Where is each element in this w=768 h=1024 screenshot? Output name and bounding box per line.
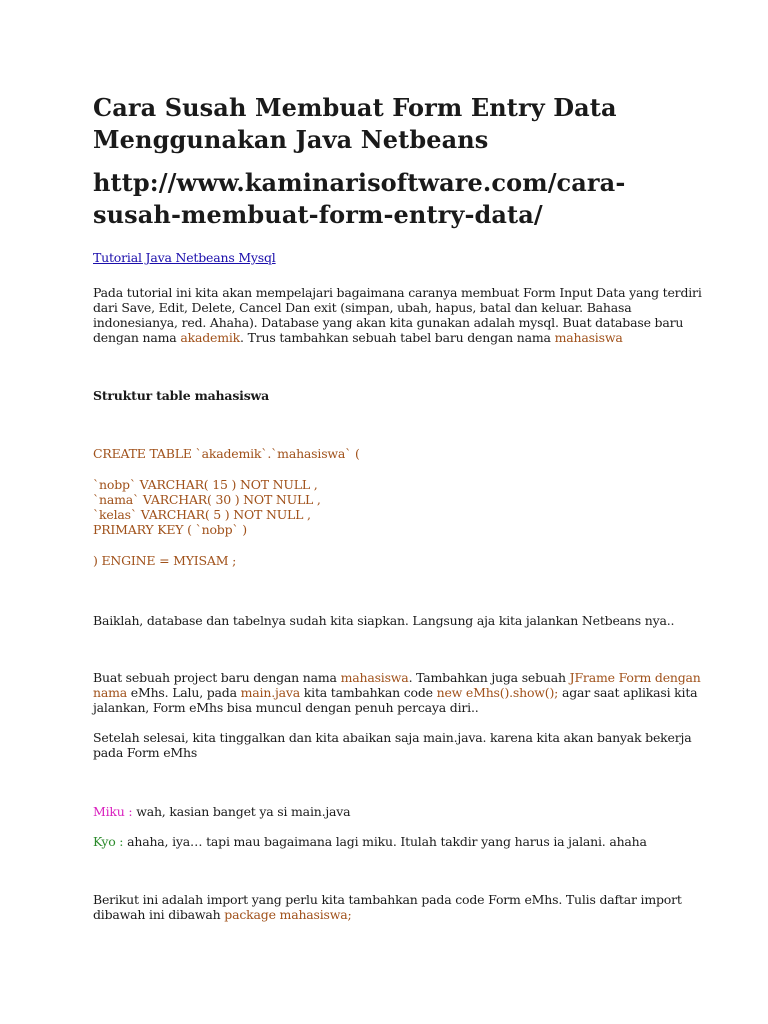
package-name: package mahasiswa; (224, 907, 352, 922)
sql-line: ) ENGINE = MYISAM ; (93, 553, 237, 568)
source-url: http://www.kaminarisoftware.com/cara-susah-membuat-form-entry-data/ (93, 168, 626, 229)
dialog-miku (93, 804, 713, 819)
speaker-kyo: Kyo : (93, 834, 124, 849)
sql-line: CREATE TABLE `akademik`.`mahasiswa` ( (93, 446, 360, 461)
sql-code-block (93, 446, 713, 568)
speaker-miku: Miku : (93, 804, 133, 819)
tutorial-link[interactable]: Tutorial Java Netbeans Mysql (93, 250, 276, 265)
project-text: agar saat aplikasi kita jalankan, Form eMhs bisa muncul dengan penuh percaya diri.. (93, 685, 698, 715)
document-page (93, 92, 713, 922)
dialog-text: ahaha, iya… tapi mau bagaimana lagi miku. Itulah takdir yang harus ia jalani. ahaha (123, 834, 647, 849)
baiklah-paragraph: Baiklah, database dan tabelnya sudah kita siapkan. Langsung aja kita jalankan Netbeans nya.. (93, 613, 675, 628)
project-paragraph (93, 670, 713, 715)
section-heading: Struktur table mahasiswa (93, 388, 269, 403)
project-text: Buat sebuah project baru dengan nama (93, 670, 341, 685)
sql-line: `nama` VARCHAR( 30 ) NOT NULL , (93, 492, 321, 507)
main-java-text: main.java (240, 685, 301, 700)
sql-line: `nobp` VARCHAR( 15 ) NOT NULL , (93, 477, 318, 492)
sql-line: `kelas` VARCHAR( 5 ) NOT NULL , (93, 507, 311, 522)
intro-text-2: . Trus tambahkan sebuah tabel baru dengan nama (240, 330, 555, 345)
project-name: mahasiswa (340, 670, 409, 685)
document-title: Cara Susah Membuat Form Entry Data Menggunakan Java Netbeans (93, 93, 617, 154)
project-text: eMhs. Lalu, pada (127, 685, 241, 700)
sql-line: PRIMARY KEY ( `nobp` ) (93, 522, 247, 537)
table-name: mahasiswa (554, 330, 623, 345)
tutorial-link-paragraph (93, 250, 713, 265)
setelah-paragraph: Setelah selesai, kita tinggalkan dan kita abaikan saja main.java. karena kita akan banyak bekerja pada Form eMhs (93, 730, 692, 760)
db-name: akademik (180, 330, 241, 345)
jframe-form-text: JFrame Form dengan nama (93, 670, 701, 700)
dialog-kyo (93, 834, 713, 849)
project-text: . Tambahkan juga sebuah (408, 670, 570, 685)
import-paragraph (93, 892, 713, 922)
intro-paragraph (93, 285, 713, 345)
intro-text: Pada tutorial ini kita akan mempelajari bagaimana caranya membuat Form Input Data yang terdiri dari Save, Edit, Delete, Cancel Dan exit (simpan, ubah, hapus, batal dan keluar. Bahasa indonesianya, red. Ahaha). Database yang akan kita gunakan adalah mysql. Buat database baru dengan nama (93, 285, 702, 345)
project-text: kita tambahkan code (300, 685, 437, 700)
code-snippet: new eMhs().show(); (436, 685, 559, 700)
import-text: Berikut ini adalah import yang perlu kita tambahkan pada code Form eMhs. Tulis daftar import dibawah ini dibawah (93, 892, 682, 922)
dialog-text: wah, kasian banget ya si main.java (132, 804, 351, 819)
